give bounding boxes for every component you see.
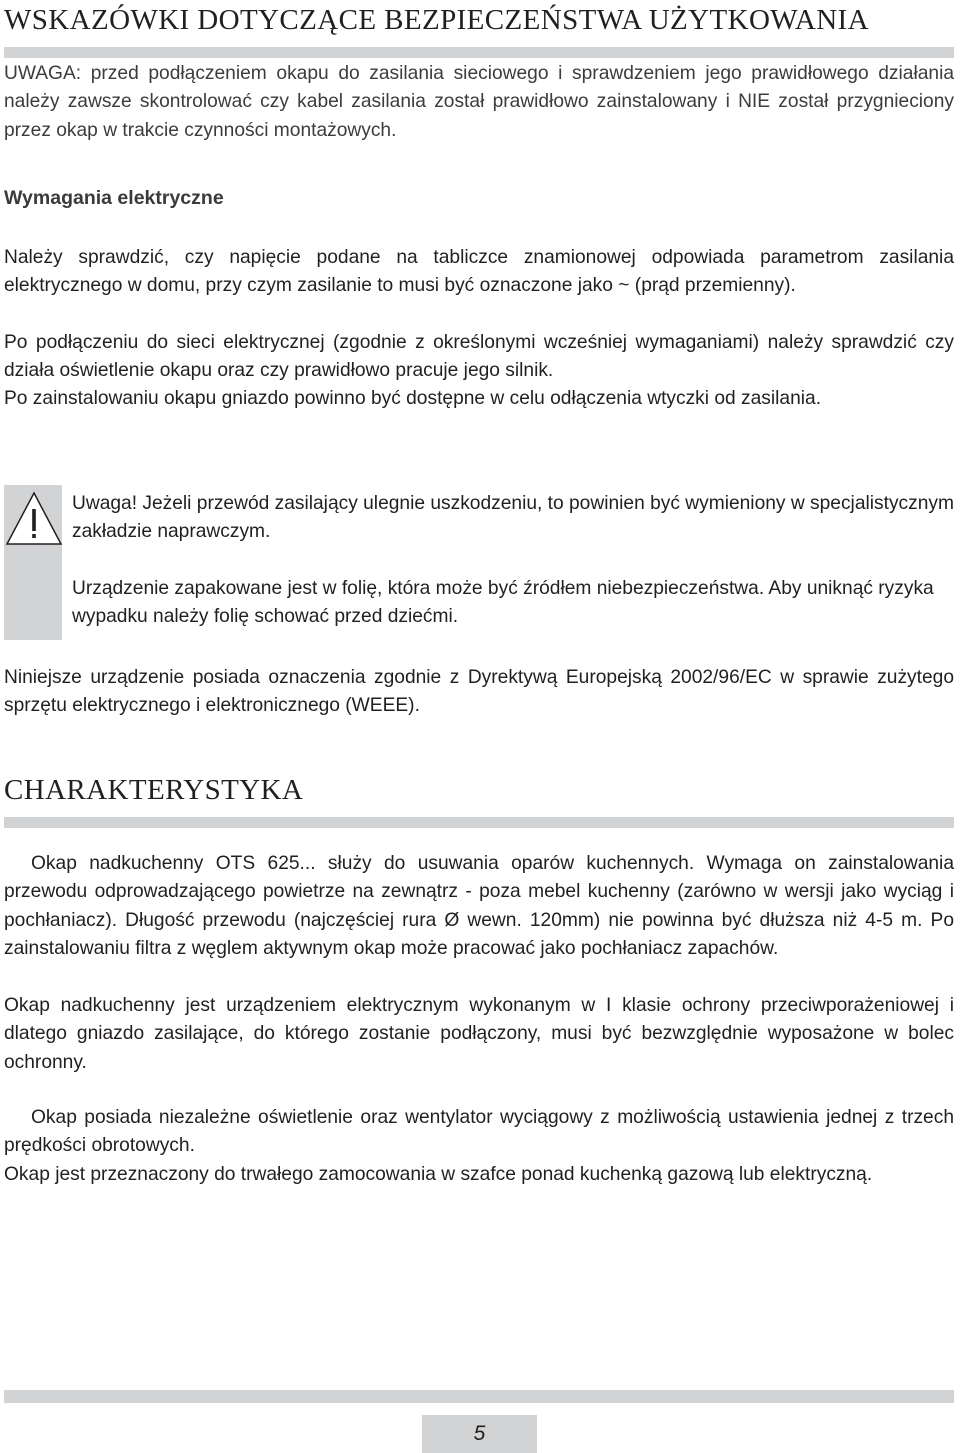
subheading-electrical: Wymagania elektryczne xyxy=(4,187,224,209)
title-underline-bar xyxy=(4,817,954,828)
warning-foil-text: Urządzenie zapakowane jest w folię, która może być źródłem niebezpieczeństwa. Aby uniknąć ryzyka wypadku należy folię schować przed dziećmi. xyxy=(72,578,934,628)
section-title-safety: WSKAZÓWKI DOTYCZĄCE BEZPIECZEŃSTWA UŻYTKOWANIA xyxy=(4,4,869,36)
paragraph-protection-class: Okap nadkuchenny jest urządzeniem elektrycznym wykonanym w I klasie ochrony przeciwporażeniowej i dlatego gniazdo zasilające, do którego zostanie podłączony, musi być bezwzględnie wyposażone w bolec ochronny. xyxy=(4,995,954,1073)
paragraph-hood-purpose: Okap nadkuchenny OTS 625... służy do usuwania oparów kuchennych. Wymaga on zainstalowania przewodu odprowadzającego powietrze na zewnątrz - poza mebel kuchenny (zarówno w wersji jako wyciąg i pochłaniacz). Długość przewodu (najczęściej rura Ø wewn. 120mm) nie powinna być dłuższa niż 4-5 m. Po zainstalowaniu filtra z węglem aktywnym okap może pracować jako pochłaniacz zapachów. xyxy=(4,853,954,959)
paragraph-lighting-fan: Okap posiada niezależne oświetlenie oraz wentylator wyciągowy z możliwością ustawienia jednej z trzech prędkości obrotowych. xyxy=(4,1107,954,1157)
weee-paragraph: Niniejsze urządzenie posiada oznaczenia zgodnie z Dyrektywą Europejską 2002/96/EC w sprawie zużytego sprzętu elektrycznego i elektronicznego (WEEE). xyxy=(4,667,954,717)
title-underline-bar xyxy=(4,47,954,58)
paragraph-socket-access: Po zainstalowaniu okapu gniazdo powinno być dostępne w celu odłączenia wtyczki od zasilania. xyxy=(4,388,822,409)
paragraph-mounting: Okap jest przeznaczony do trwałego zamocowania w szafce ponad kuchenką gazową lub elektryczną. xyxy=(4,1164,873,1185)
warning-intro-paragraph: UWAGA: przed podłączeniem okapu do zasilania sieciowego i sprawdzeniem jego prawidłowego działania należy zawsze skontrolować czy kabel zasilania został prawidłowo zainstalowany i NIE został przygnieciony przez okap w trakcie czynności montażowych. xyxy=(4,63,954,141)
paragraph-connection-check: Po podłączeniu do sieci elektrycznej (zgodnie z określonymi wcześniej wymaganiami) należy sprawdzić czy działa oświetlenie okapu oraz czy prawidłowo pracuje jego silnik. xyxy=(4,332,954,382)
paragraph-voltage: Należy sprawdzić, czy napięcie podane na tabliczce znamionowej odpowiada parametrom zasilania elektrycznego w domu, przy czym zasilanie to musi być oznaczone jako ~ (prąd przemienny). xyxy=(4,247,954,297)
section-title-characteristics: CHARAKTERYSTYKA xyxy=(4,774,304,806)
warning-triangle-icon xyxy=(3,489,65,549)
page-number: 5 xyxy=(422,1415,537,1453)
footer-bar xyxy=(4,1390,954,1403)
warning-cable-text: Uwaga! Jeżeli przewód zasilający ulegnie uszkodzeniu, to powinien być wymieniony w specjalistycznym zakładzie naprawczym. xyxy=(72,493,954,543)
